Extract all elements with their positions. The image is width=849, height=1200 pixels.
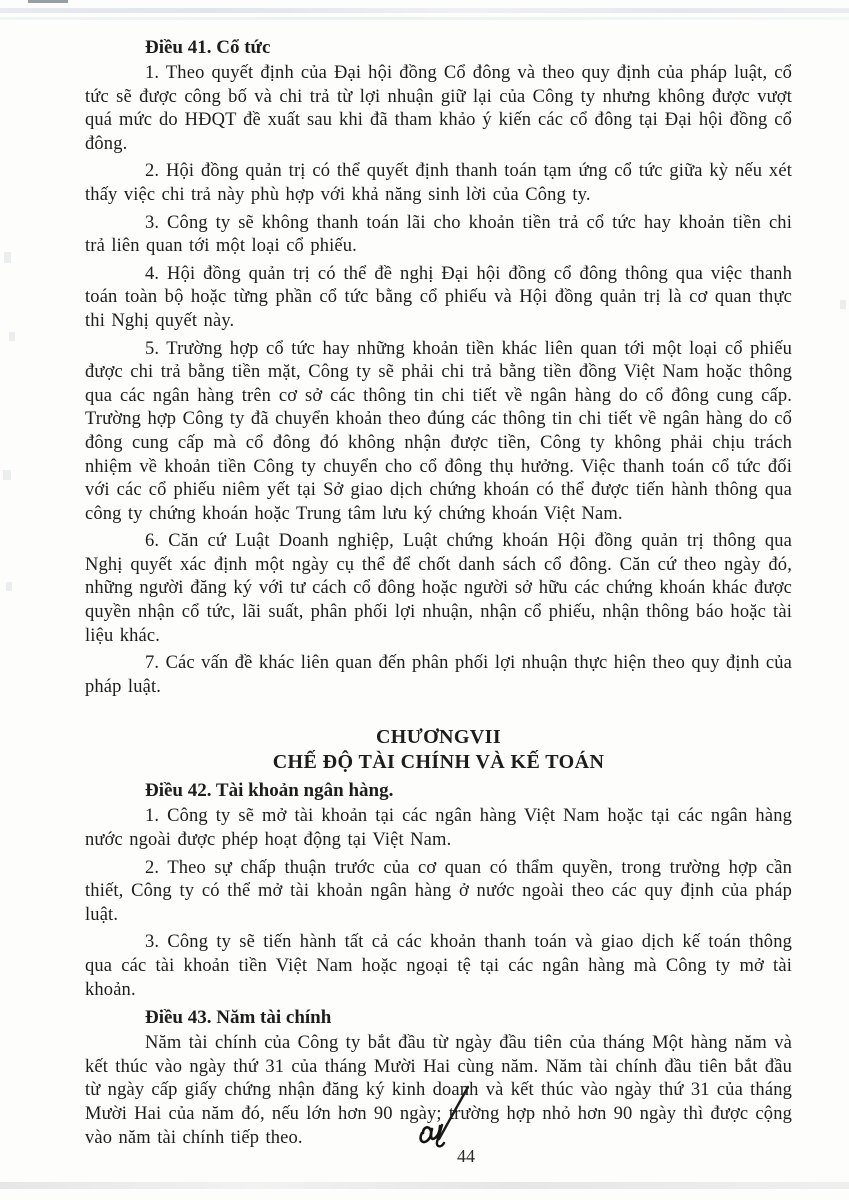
scan-speck <box>9 332 15 341</box>
article-43-title: Điều 43. Năm tài chính <box>145 1007 332 1029</box>
article-43-body: Năm tài chính của Công ty bắt đầu từ ngày đầu tiên của tháng Một hàng năm và kết thúc vào ngày thứ 31 của tháng Mười Hai cùng năm. Năm tài chính đầu tiên bắt đầu từ ngày cấp giấy chứng nhận đăng ký kinh doanh và kết thúc vào ngày thứ 31 của tháng Mười Hai của năm đó, nếu lớn hơn 90 ngày; trường hợp nhỏ hơn 90 ngày thì được cộng vào năm tài chính tiếp theo. <box>85 1033 792 1148</box>
scan-speck <box>3 470 11 480</box>
article-41-clause-2: 2. Hội đồng quản trị có thể quyết định thanh toán tạm ứng cổ tức giữa kỳ nếu xét thấy việc chi trả này phù hợp với khả năng sinh lời của Công ty. <box>85 161 792 205</box>
scan-speck <box>6 582 12 591</box>
scan-speck <box>4 252 11 263</box>
chapter-number-line: CHƯƠNGVII <box>375 726 502 749</box>
scan-streak-top-2 <box>0 17 849 20</box>
chapter-title-line: CHẾ ĐỘ TÀI CHÍNH VÀ KẾ TOÁN <box>272 751 605 774</box>
article-42-clause-1: 1. Công ty sẽ mở tài khoản tại các ngân hàng Việt Nam hoặc tại các ngân hàng nước ngoài được phép hoạt động tại Việt Nam. <box>85 806 792 851</box>
scan-streak-top <box>0 8 849 13</box>
article-42-title: Điều 42. Tài khoản ngân hàng. <box>145 780 394 802</box>
scan-mark-top-left <box>28 0 68 3</box>
article-42-clause-2: 2. Theo sự chấp thuận trước của cơ quan có thẩm quyền, trong trường hợp cần thiết, Công ty có thể mở tài khoản ngân hàng ở nước ngoài theo các quy định của pháp luật. <box>85 857 792 925</box>
article-41-clause-1: 1. Theo quyết định của Đại hội đồng Cổ đông và theo quy định của pháp luật, cổ tức sẽ được công bố và chi trả từ lợi nhuận giữ lại của Công ty nhưng không được vượt quá mức do HĐQT đề xuất sau khi đã tham khảo ý kiến các cổ đông tại Đại hội đồng cổ đông. <box>85 63 792 154</box>
handwritten-initial-mark <box>412 1084 474 1150</box>
article-41-clause-7: 7. Các vấn đề khác liên quan đến phân phối lợi nhuận thực hiện theo quy định của pháp luật. <box>85 653 792 697</box>
article-41-clause-4: 4. Hội đồng quản trị có thể đề nghị Đại hội đồng cổ đông thông qua việc thanh toán toàn bộ hoặc từng phần cổ tức bằng cổ phiếu và Hội đồng quản trị là cơ quan thực thi Nghị quyết này. <box>85 263 792 331</box>
scan-speck <box>840 300 846 309</box>
article-42-clause-3: 3. Công ty sẽ tiến hành tất cả các khoản thanh toán và giao dịch kế toán thông qua các tài khoản tiền Việt Nam hoặc ngoại tệ tại các ngân hàng mà Công ty mở tài khoản. <box>85 932 792 1000</box>
article-41-clause-6: 6. Căn cứ Luật Doanh nghiệp, Luật chứng khoán Hội đồng quản trị thông qua Nghị quyết xác định một ngày cụ thể để chốt danh sách cổ đông. Căn cứ theo ngày đó, những người đăng ký với tư cách cổ đông hoặc người sở hữu các chứng khoán khác được quyền nhận cổ tức, lãi suất, phân phối lợi nhuận, nhận cổ phiếu, nhận thông báo hoặc tài liệu khác. <box>85 531 792 646</box>
article-41-clause-5: 5. Trường hợp cổ tức hay những khoản tiền khác liên quan tới một loại cổ phiếu được chi trả bằng tiền mặt, Công ty sẽ phải chi trả bằng tiền đồng Việt Nam hoặc thông qua các ngân hàng trên cơ sở các thông tin chi tiết về ngân hàng do cổ đông cung cấp. Trường hợp Công ty đã chuyển khoản theo đúng các thông tin chi tiết về ngân hàng do cổ đông cung cấp mà cổ đông đó không nhận được tiền, Công ty không phải chịu trách nhiệm về khoản tiền Công ty chuyển cho cổ đông thụ hưởng. Việc thanh toán cổ tức đối với các cổ phiếu niêm yết tại Sở giao dịch chứng khoán có thể được tiến hành thông qua công ty chứng khoán hoặc Trung tâm lưu ký chứng khoán Việt Nam. <box>85 338 792 524</box>
page-content <box>85 36 792 1154</box>
page-number: 44 <box>457 1146 475 1166</box>
article-41-clause-3: 3. Công ty sẽ không thanh toán lãi cho khoản tiền trả cổ tức hay khoản tiền chi trả liên quan tới một loại cổ phiếu. <box>85 212 792 257</box>
article-41-title: Điều 41. Cổ tức <box>145 37 271 58</box>
chapter-7-heading <box>85 725 792 775</box>
scan-streak-bottom <box>0 1182 849 1189</box>
